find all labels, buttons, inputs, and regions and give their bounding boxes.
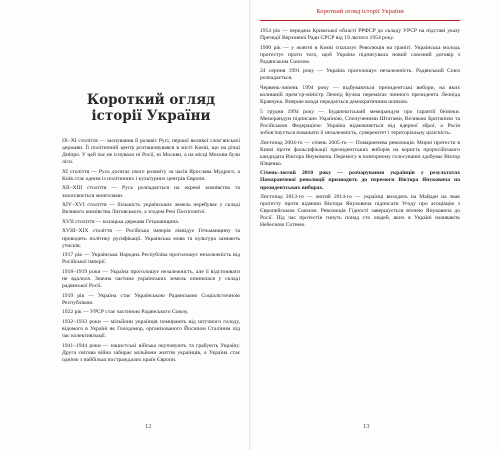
chapter-title-line-1: Короткий огляд	[86, 92, 216, 108]
timeline-entry: 1932–1933 роки — мільйони українців помирають від штучного голоду, відомого в Україні як Голодомор, організованого Йосипом Сталіним під час колективізації.	[62, 318, 240, 340]
timeline-entry: Листопад 2013-го — лютий 2014-го — українці виходять на Майдан на знак протесту проти відмови Віктора Януковича підписати Угоду про асоціацію з Європейським Союзом. Революція Гідності завершується втечею Януковича до Росії. Під час протестів гинуть понад сто людей, яких в Україні називають Небесною Сотнею.	[260, 194, 460, 229]
timeline-entry: 5 грудня 1994 року — Будапештський меморандум про гарантії безпеки. Меморандум підписано Україною, Сполученими Штатами, Великою Британією та Російською Федерацією: Україна відмовляється від ядерної зброї, а Росія зобов’язується поважати її незалежність, суверенітет і територіальну цілісність.	[260, 108, 460, 136]
page-number-left: 12	[145, 423, 152, 430]
timeline-entry: 1922 рік — УРСР стає частиною Радянського Союзу.	[62, 309, 189, 316]
timeline-entry: 1954 рік — передача Кримської області РРФСР до складу УРСР на підставі указу Президії Верховної Ради СРСР від 19 лютого 1954 року.	[260, 28, 460, 42]
timeline-entry: 1990 рік — у жовтні в Києві спалахує Революція на граніті. Українська молодь протестує проти того, щоб Україна підписувала новий союзний договір з Радянським Союзом.	[260, 44, 460, 65]
timeline-entry: XII–XIII століття — Русь розпадається на окремі князівства та захоплюється монголами.	[62, 185, 240, 199]
timeline-entry: Листопад 2004-го — січень 2005-го — Помаранчева революція. Мирні протести в Києві проти фальсифікації президентських виборів на користь проросійського кандидата Віктора Януковича. Перемогу в повторному голосуванні здобуває Віктор Ющенко.	[260, 139, 460, 167]
timeline-entry: XI століття — Русь досягає свого розквіту за часів Ярослава Мудрого, а Київ стає одним із політичних і культурних центрів Європи.	[62, 168, 240, 182]
left-page-body	[62, 138, 240, 364]
timeline-entry: 1919 рік — Україна стає Українською Радянською Соціалістичною Республікою.	[62, 292, 240, 306]
timeline-entry: Червень-липень 1994 року — відбуваються президентські вибори, на яких колишній прем’єр-міністр Леонід Кучма перемагає чинного президента Леоніда Кравчука. Вперше влада передається демократичним шляхом.	[260, 85, 460, 106]
timeline-entry: 1918–1919 роки — Україна проголошує незалежність, але її відстоювати не вдалося. Значна частина українських земель опинилася у складі радянської Росії.	[62, 268, 240, 289]
timeline-entry: XIV–XVI століття — більшість українських земель перебуває у складі Великого князівства Литовського, а згодом Речі Посполитої.	[62, 202, 240, 216]
timeline-entry: 1941–1944 роки — нацистські війська окуповують та грабують Україну. Друга світова війна забирає мільйони життів українців, а Україна стає однією з найбільш постраждалих країн Європи.	[62, 342, 240, 363]
chapter-title-line-2: історії України	[91, 108, 211, 124]
timeline-entry: 24 серпня 1991 року — Україна проголошує незалежність. Радянський Союз розпадається.	[260, 68, 460, 82]
timeline-entry: IX–XI століття — заснування й розквіт Русі, першої великої слов’янської держави. Її політичний центр розташовувався в місті Києві, що на річці Дніпро. У цей час не існувало ні Росії, ні Москви, а на місці Москви були ліси.	[62, 138, 240, 166]
timeline-entry: Січень-лютий 2010 року — розчарування українців у результатах Помаранчевої революції призводить до перемоги Віктора Януковича на президентських виборах.	[260, 170, 460, 191]
page-number-right: 13	[363, 423, 370, 430]
right-page	[250, 0, 500, 450]
chapter-title	[62, 92, 240, 124]
right-page-body	[260, 28, 460, 229]
timeline-entry: 1917 рік — Українська Народна Республіка проголошує незалежність від Російської імперії.	[62, 252, 240, 266]
running-head: Короткий огляд історії України	[260, 8, 460, 21]
timeline-entry: XVIII–XIX століття — Російська імперія ліквідує Гетьманщину та проводить політику русифікації. Українська мова та культура зазнають утисків.	[62, 228, 240, 249]
timeline-entry: XVII століття — козацька держава Гетьманщина.	[62, 218, 180, 225]
